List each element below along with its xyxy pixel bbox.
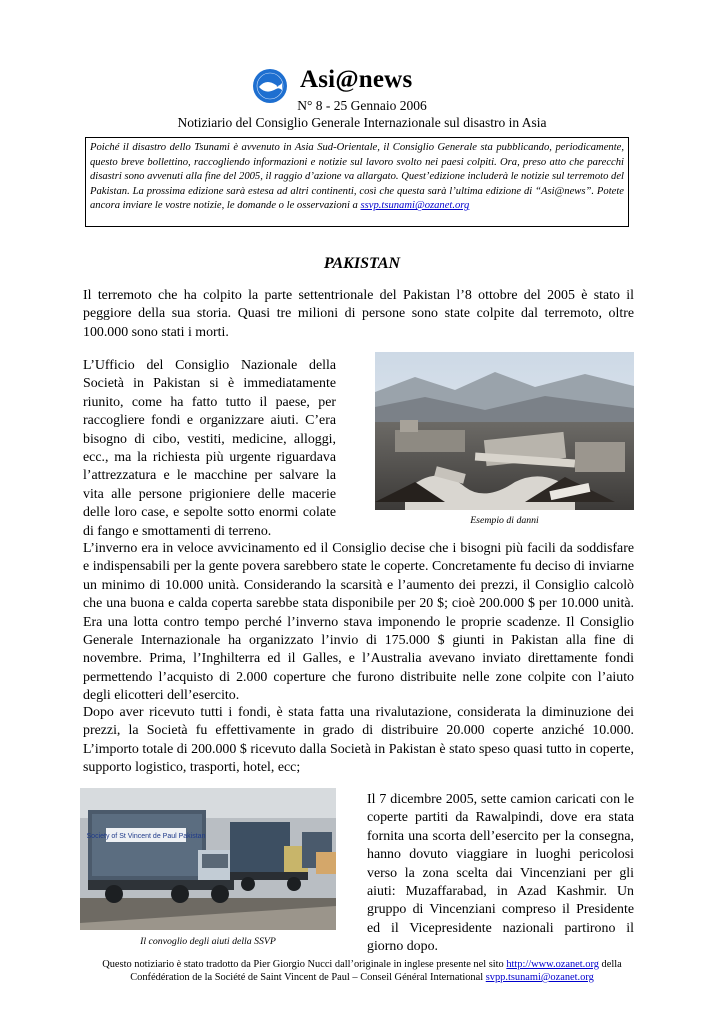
intro-text: Poiché il disastro dello Tsunami è avvenuto in Asia Sud-Orientale, il Consiglio Generale sta pubblicando, periodicamente, questo breve bollettino, raccogliendo informazioni e notizie sul lavoro svolto nei paesi colpiti. Ora, preso atto che parecchi disastri sono avvenuti alla fine del 2005, il raggio d’azione va allargato. Quest’edizione includerà le notizie sul terremoto del Pakistan. La prossima edizione sarà estesa ad altri continenti, così che questa sarà l’ultima edizione di “Asi@news”. Potete ancora inviare le vostre notizie, le domande o le osservazioni a xyxy=(90,142,624,212)
footer-email-link[interactable]: svpp.tsunami@ozanet.org xyxy=(485,972,594,983)
section-title: PAKISTAN xyxy=(323,255,401,272)
damage-photo xyxy=(375,352,634,510)
footer-organization: Confédération de la Société de Saint Vincent de Paul – Conseil Général International xyxy=(130,972,486,983)
footer-translation-note: Questo notiziario è stato tradotto da Pier Giorgio Nucci dall’originale in inglese presente nel sito xyxy=(102,959,507,970)
issue-number: N° 8 - 25 Gennaio 2006 xyxy=(297,98,427,113)
paragraph-convoy: Il 7 dicembre 2005, sette camion caricati con le coperte partiti da Rawalpindi, dove era stata fornita una scorta dell’esercito per la consegna, hanno dovuto viaggiare in luoghi pericolosi verso la zona scelta dai Vincenziani per gli aiuti: Muzaffarabad, in Azad Kashmir. Un gruppo di Vincenziani compreso il Presidente ed il Vicepresidente nazionali partirono il giorno dopo. xyxy=(367,792,634,955)
paragraph-earthquake: Il terremoto che ha colpito la parte settentrionale del Pakistan l’8 ottobre del 2005 è stato il peggiore della sua storia. Quasi tre milioni di persone sono state colpite dal terremoto, oltre 100.000 sono stati i morti. xyxy=(83,288,634,340)
convoy-photo xyxy=(80,788,336,930)
footer-line1-suffix: della xyxy=(598,959,622,970)
intro-box xyxy=(85,137,629,227)
damage-photo-caption: Esempio di danni xyxy=(470,515,539,526)
footer-line-1 xyxy=(0,958,724,971)
newsletter-title: Asi@news xyxy=(300,66,413,93)
newsletter-subtitle: Notiziario del Consiglio Generale Internazionale sul disastro in Asia xyxy=(177,115,547,130)
paragraph-blankets: L’inverno era in veloce avvicinamento ed il Consiglio decise che i bisogni più facili da soddisfare e indispensabili per la gente povera sarebbero state le coperte. Concretamente fu deciso di inviarne un minimo di 10.000 unità. Considerando la scarsità e l’aumento dei prezzi, il Consiglio calcolò che una buona e calda coperta sarebbe stata disponibile per 20 $; cioè 200.000 $ per 10.000 unità. Era una lotta contro tempo perché l’inverno stava imponendo le proprie scadenze. Il Consiglio Generale Internazionale ha organizzato l’invio di 175.000 $ giunti in Pakistan alla fine di novembre. Prima, l’Inghilterra ed il Galles, e l’Australia avevano inviato direttamente fondi permettendo l’acquisto di 2.000 coperture che furono distribuite nelle zone colpite con l’aiuto degli elicotteri dell’esercito. xyxy=(83,541,634,704)
intro-email-link[interactable]: ssvp.tsunami@ozanet.org xyxy=(360,200,470,212)
convoy-photo-caption: Il convoglio degli aiuti della SSVP xyxy=(140,936,276,947)
truck-banner-text: Society of St Vincent de Paul Pakistan xyxy=(86,833,206,840)
paragraph-revaluation: Dopo aver ricevuto tutti i fondi, è stata fatta una rivalutazione, considerata la diminuzione dei prezzi, la Società fu effettivamente in grado di distribuire 20.000 coperte anziché 10.000. L’importo totale di 200.000 $ ricevuto dalla Società in Pakistan è stato speso quasi tutto in coperte, supporto logistico, trasporti, hotel, ecc; xyxy=(83,705,634,776)
ozanet-site-link[interactable]: http://www.ozanet.org xyxy=(506,959,599,970)
footer-line-2 xyxy=(0,971,724,984)
paragraph-national-council: L’Ufficio del Consiglio Nazionale della Società in Pakistan si è immediatamente riunito, come ha fatto tutto il paese, per raccogliere fondi e organizzare aiuti. C’era bisogno di cibo, vestiti, medicine, alloggi, ecc., ma la richiesta più urgente riguardava l’attrezzatura e le macchine per salvare la vita alle persone prigioniere delle macerie delle loro case, e sepolte sotto enormi colate di fango e smottamenti di terreno. xyxy=(83,358,336,539)
footer xyxy=(0,958,724,984)
